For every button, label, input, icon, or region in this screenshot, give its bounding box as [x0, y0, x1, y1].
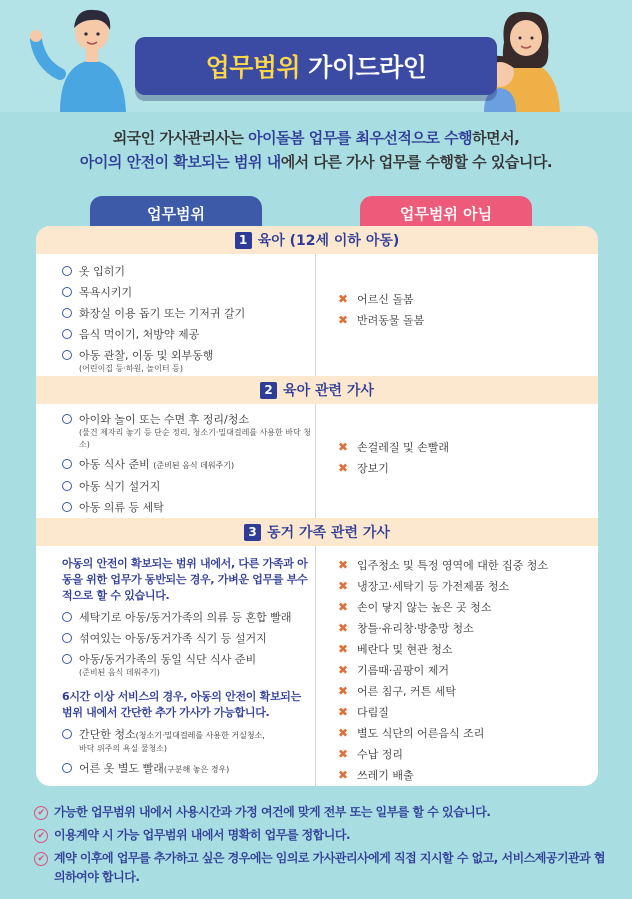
item-text: 쓰레기 배출: [357, 769, 414, 782]
list-item: [338, 440, 593, 455]
item-small: (청소기·밀대걸레를 사용한 거실청소,: [135, 731, 265, 740]
section-2-header: [36, 376, 598, 404]
item-text: 냉장고·세탁기 등 가전제품 청소: [357, 580, 510, 593]
intro-line1-highlight: 아이돌봄 업무를 최우선적으로 수행: [248, 129, 473, 147]
section-3-header: [36, 518, 598, 546]
footer-note: [34, 849, 614, 887]
footer-notes: [34, 803, 614, 891]
list-item: [62, 727, 314, 755]
intro-line2-highlight: 아이의 안전이 확보되는 범위 내: [79, 153, 281, 171]
list-item: [338, 768, 593, 783]
intro-line2-suffix: 에서 다른 가사 업무를 수행할 수 있습니다.: [280, 153, 553, 171]
section-3-body: [36, 546, 598, 786]
circle-o-icon: [62, 287, 72, 297]
item-text: 입주청소 및 특정 영역에 대한 집중 청소: [357, 559, 548, 572]
x-mark-icon: ✖: [338, 579, 349, 593]
item-text: 아동 식사 준비: [79, 458, 150, 471]
x-mark-icon: ✖: [338, 726, 349, 740]
x-mark-icon: ✖: [338, 558, 349, 572]
list-item: [62, 348, 312, 375]
check-circle-icon: ✔: [34, 829, 48, 843]
section-2-allowed-list: [62, 412, 312, 521]
column-divider: [315, 404, 316, 518]
circle-o-icon: [62, 459, 72, 469]
check-circle-icon: ✔: [34, 806, 48, 820]
list-item: [338, 579, 593, 594]
list-item: [62, 412, 312, 451]
list-item: [62, 479, 312, 494]
circle-o-icon: [62, 329, 72, 339]
section-3-note-1: 아동의 안전이 확보되는 범위 내에서, 다른 가족과 아동을 위한 업무가 동반되는 경우, 가벼운 업무를 부수적으로 할 수 있습니다.: [62, 557, 308, 602]
footer-note-text: 계약 이후에 업무를 추가하고 싶은 경우에는 임의로 가사관리사에게 직접 지시할 수 없고, 서비스제공기관과 협의하여야 합니다.: [54, 851, 606, 884]
x-mark-icon: ✖: [338, 768, 349, 782]
footer-note: [34, 826, 614, 845]
list-item: [62, 761, 314, 777]
item-text: 기름때·곰팡이 제거: [357, 664, 450, 677]
footer-note-text: 이용계약 시 가능 업무범위 내에서 명확히 업무를 정합니다.: [54, 828, 351, 842]
circle-o-icon: [62, 763, 72, 773]
section-1-allowed-list: [62, 264, 312, 381]
item-text: 다림질: [357, 706, 389, 719]
item-text: 아동 의류 등 세탁: [79, 501, 164, 514]
list-item: [338, 726, 593, 741]
item-text: 어른 침구, 커튼 세탁: [357, 685, 456, 698]
item-text: 옷 입히기: [79, 265, 126, 278]
circle-o-icon: [62, 350, 72, 360]
item-text: 아동 관찰, 이동 및 외부동행: [79, 349, 214, 362]
man-illustration: [30, 4, 150, 112]
section-3-allowed-list: [62, 556, 314, 783]
section-1-number: 1: [235, 232, 252, 249]
scope-column-tab: 업무범위: [90, 196, 262, 230]
list-item: [62, 631, 314, 646]
section-2-not-allowed-list: [338, 440, 593, 482]
item-text: 아동/동거가족의 동일 식단 식사 준비: [79, 653, 257, 666]
item-text: 어른 옷 별도 빨래: [79, 762, 164, 775]
section-3-not-allowed-list: [338, 558, 593, 786]
circle-o-icon: [62, 308, 72, 318]
section-1-header: [36, 226, 598, 254]
section-1-not-allowed-list: [338, 292, 593, 334]
column-divider: [315, 254, 316, 376]
x-mark-icon: ✖: [338, 705, 349, 719]
footer-note: [34, 803, 614, 822]
x-mark-icon: ✖: [338, 313, 349, 327]
x-mark-icon: ✖: [338, 621, 349, 635]
x-mark-icon: ✖: [338, 461, 349, 475]
list-item: [338, 705, 593, 720]
item-text: 화장실 이용 돕기 또는 기저귀 갈기: [79, 307, 246, 320]
section-2-body: [36, 404, 598, 518]
item-text: 별도 식단의 어른음식 조리: [357, 727, 485, 740]
list-item: [62, 652, 314, 679]
section-3-number: 3: [244, 524, 261, 541]
x-mark-icon: ✖: [338, 440, 349, 454]
list-item: [62, 457, 312, 473]
circle-o-icon: [62, 414, 72, 424]
item-subtext: (물건 제자리 놓기 등 단순 정리, 청소기·밀대걸레를 사용한 바닥 청소): [79, 428, 312, 449]
list-item: [338, 621, 593, 636]
x-mark-icon: ✖: [338, 663, 349, 677]
title-highlight: 업무범위: [205, 53, 301, 82]
item-text: 목욕시키기: [79, 286, 133, 299]
x-mark-icon: ✖: [338, 600, 349, 614]
item-text: 창틀·유리창·방충망 청소: [357, 622, 474, 635]
title-rest: 가이드라인: [308, 53, 427, 82]
item-subtext: (준비된 음식 데워주기): [79, 668, 160, 677]
circle-o-icon: [62, 633, 72, 643]
column-divider: [315, 546, 316, 786]
list-item: [338, 663, 593, 678]
section-1-title: 육아 (12세 이하 아동): [257, 233, 400, 249]
section-1-body: [36, 254, 598, 376]
section-3-note-2: 6시간 이상 서비스의 경우, 아동의 안전이 확보되는 범위 내에서 간단한 추가 가사가 가능합니다.: [62, 690, 301, 719]
section-2-title: 육아 관련 가사: [283, 383, 374, 399]
list-item: [338, 684, 593, 699]
intro-line1-prefix: 외국인 가사관리사는: [112, 129, 249, 147]
check-circle-icon: ✔: [34, 852, 48, 866]
item-text: 어르신 돌봄: [357, 293, 414, 306]
scope-table: [36, 226, 598, 786]
item-text: 섞여있는 아동/동거가족 식기 등 설거지: [79, 632, 267, 645]
list-item: [62, 285, 312, 300]
page-title: [135, 37, 497, 95]
circle-o-icon: [62, 729, 72, 739]
list-item: [62, 306, 312, 321]
item-text: 음식 먹이기, 처방약 제공: [79, 328, 200, 341]
x-mark-icon: ✖: [338, 747, 349, 761]
circle-o-icon: [62, 266, 72, 276]
circle-o-icon: [62, 502, 72, 512]
item-text: 아동 식기 설거지: [79, 480, 161, 493]
footer-note-text: 가능한 업무범위 내에서 사용시간과 가정 여건에 맞게 전부 또는 일부를 할 수 있습니다.: [54, 805, 491, 819]
circle-o-icon: [62, 654, 72, 664]
item-text: 손이 닿지 않는 높은 곳 청소: [357, 601, 492, 614]
list-item: [338, 747, 593, 762]
not-scope-column-tab: 업무범위 아님: [360, 196, 532, 230]
list-item: [62, 500, 312, 515]
list-item: [62, 610, 314, 625]
item-subtext: (어린이집 등·하원, 놀이터 등): [79, 364, 183, 373]
section-3-title: 동거 가족 관련 가사: [267, 525, 390, 541]
item-text: 수납 정리: [357, 748, 404, 761]
item-text: 베란다 및 현관 청소: [357, 643, 453, 656]
intro-text: [0, 126, 632, 174]
intro-line-1: [0, 126, 632, 150]
circle-o-icon: [62, 612, 72, 622]
list-item: [338, 313, 593, 328]
item-text: 간단한 청소: [79, 728, 136, 741]
item-text: 세탁기로 아동/동거가족의 의류 등 혼합 빨래: [79, 611, 292, 624]
item-text: 아이와 놀이 또는 수면 후 정리/청소: [79, 413, 249, 426]
list-item: [338, 558, 593, 573]
item-subtext: 바닥 위주의 욕실 물청소): [79, 744, 168, 753]
intro-line-2: [0, 150, 632, 174]
list-item: [338, 461, 593, 476]
list-item: [338, 292, 593, 307]
intro-line1-suffix: 하면서,: [472, 129, 520, 147]
item-text: 반려동물 돌봄: [357, 314, 425, 327]
list-item: [338, 642, 593, 657]
list-item: [62, 327, 312, 342]
list-item: [62, 264, 312, 279]
x-mark-icon: ✖: [338, 684, 349, 698]
item-small: (구분해 놓은 경우): [163, 765, 230, 774]
item-small: (준비된 음식 데워주기): [153, 461, 235, 470]
x-mark-icon: ✖: [338, 642, 349, 656]
x-mark-icon: ✖: [338, 292, 349, 306]
circle-o-icon: [62, 481, 72, 491]
item-text: 장보기: [357, 462, 389, 475]
section-2-number: 2: [260, 382, 277, 399]
list-item: [338, 600, 593, 615]
item-text: 손걸레질 및 손빨래: [357, 441, 450, 454]
